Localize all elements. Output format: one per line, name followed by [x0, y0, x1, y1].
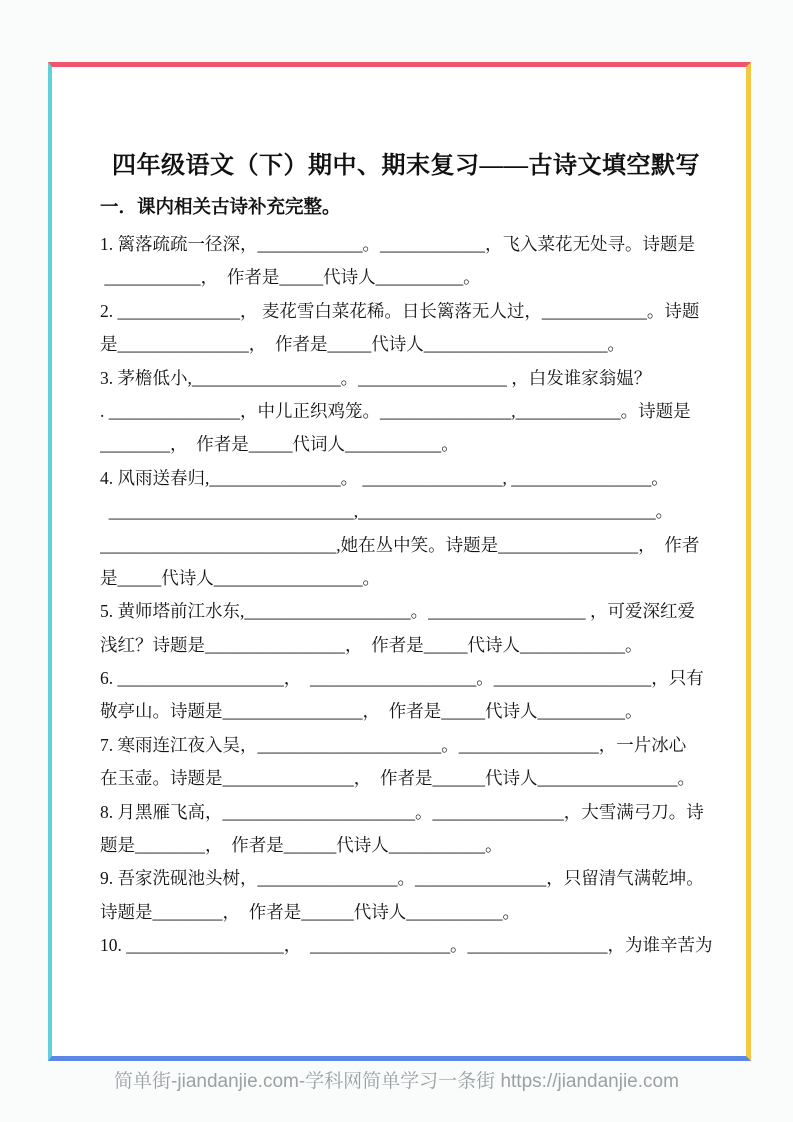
footer-watermark: 简单街-jiandanjie.com-学科网简单学习一条街 https://jiandanjie.com: [114, 1071, 679, 1092]
exercise-item-9-line-1: 9. 吾家洗砚池头树，________________。_______________，只留清气满乾坤。: [100, 868, 704, 889]
exercise-item-4-line-3: ___________________________,她在丛中笑。诗题是________________， 作者: [100, 534, 700, 555]
exercise-item-6-line-2: 敬亭山。诗题是________________， 作者是_____代诗人__________。: [100, 701, 643, 722]
exercise-item-7-line-2: 在玉壶。诗题是_______________， 作者是______代诗人________________。: [100, 768, 695, 789]
exercise-item-3-line-1: 3. 茅檐低小,_________________。_________________ ，白发谁家翁媪？: [100, 367, 652, 388]
worksheet-content: [52, 67, 746, 1056]
exercise-item-7-line-1: 7. 寒雨连江夜入吴，_____________________。________________，一片冰心: [100, 734, 687, 755]
exercise-item-5-line-2: 浅红？诗题是________________， 作者是_____代诗人____________。: [100, 634, 643, 655]
exercise-item-1-line-2: ___________， 作者是_____代诗人__________。: [100, 267, 481, 288]
exercise-item-5-line-1: 5. 黄师塔前江水东,___________________。__________________ ，可爱深红爱: [100, 601, 695, 622]
exercise-item-3-line-2: . _______________，中儿正织鸡笼。_______________,____________。诗题是: [100, 400, 691, 421]
exercise-item-2-line-2: 是_______________， 作者是_____代诗人_____________________。: [100, 334, 625, 355]
exercise-item-4-line-1: 4. 风雨送春归,_______________。 ________________, ________________。: [100, 467, 669, 488]
exercise-item-4-line-4: 是_____代诗人_________________。: [100, 567, 380, 588]
exercise-item-8-line-2: 题是________， 作者是______代诗人___________。: [100, 835, 503, 856]
exercise-lines: [100, 228, 712, 963]
worksheet-page: [48, 62, 751, 1061]
exercise-item-6-line-1: 6. ___________________， ___________________。__________________，只有: [100, 668, 704, 689]
section-heading: 一．课内相关古诗补充完整。: [100, 198, 341, 218]
exercise-item-1-line-1: 1. 篱落疏疏一径深，____________。____________，飞入菜花无处寻。诗题是: [100, 234, 695, 254]
exercise-item-10-line-1: 10. __________________， ________________。________________，为谁辛苦为: [100, 935, 712, 956]
worksheet-title: 四年级语文（下）期中、期末复习——古诗文填空默写: [112, 153, 700, 179]
exercise-item-8-line-1: 8. 月黑雁飞高，______________________。_______________，大雪满弓刀。诗: [100, 801, 704, 822]
exercise-item-9-line-2: 诗题是________， 作者是______代诗人___________。: [100, 901, 520, 922]
exercise-item-2-line-1: 2. ______________， 麦花雪白菜花稀。日长篱落无人过，____________。诗题: [100, 300, 700, 321]
exercise-item-4-line-2: ____________________________,__________________________________。: [100, 501, 674, 522]
exercise-item-3-line-3: ________， 作者是_____代词人___________。: [100, 434, 459, 455]
